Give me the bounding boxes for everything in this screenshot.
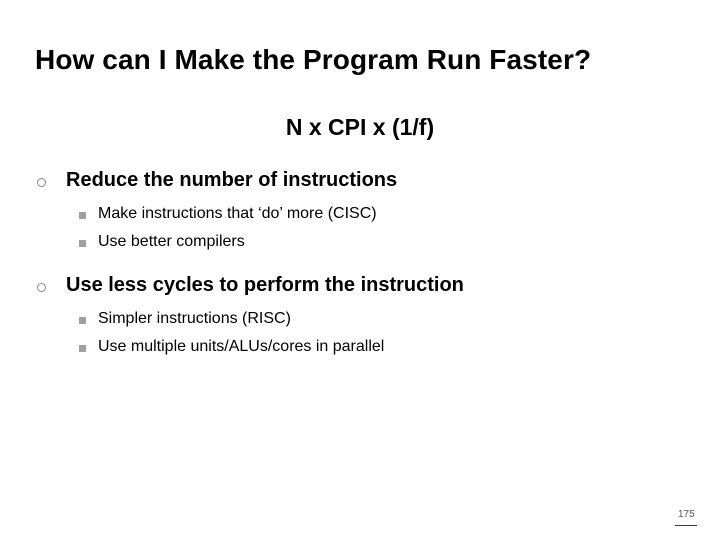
sub-list	[79, 203, 720, 259]
sub-item-text: Use better compilers	[98, 233, 245, 250]
sub-list	[79, 308, 720, 364]
ring-bullet-icon	[37, 178, 46, 187]
slide-number: 175	[678, 509, 695, 520]
bullet-reduce-instructions	[37, 169, 717, 259]
square-bullet-icon	[79, 240, 86, 247]
ring-bullet-icon	[37, 283, 46, 292]
bullet-row	[37, 169, 717, 197]
sub-item-text: Make instructions that ‘do’ more (CISC)	[98, 205, 377, 222]
bullet-text: Reduce the number of instructions	[66, 169, 398, 191]
square-bullet-icon	[79, 212, 86, 219]
square-bullet-icon	[79, 317, 86, 324]
sub-item	[79, 231, 720, 259]
performance-formula: N x CPI x (1/f)	[285, 114, 435, 140]
sub-item	[79, 308, 720, 336]
sub-item	[79, 336, 720, 364]
sub-item	[79, 203, 720, 231]
square-bullet-icon	[79, 345, 86, 352]
slide-title: How can I Make the Program Run Faster?	[35, 44, 592, 75]
bullet-fewer-cycles	[37, 274, 717, 364]
sub-item-text: Use multiple units/ALUs/cores in parallel	[98, 338, 385, 355]
sub-item-text: Simpler instructions (RISC)	[98, 310, 291, 327]
bullet-text: Use less cycles to perform the instruction	[66, 274, 464, 296]
slide-number-underline	[675, 525, 697, 526]
bullet-row	[37, 274, 717, 302]
